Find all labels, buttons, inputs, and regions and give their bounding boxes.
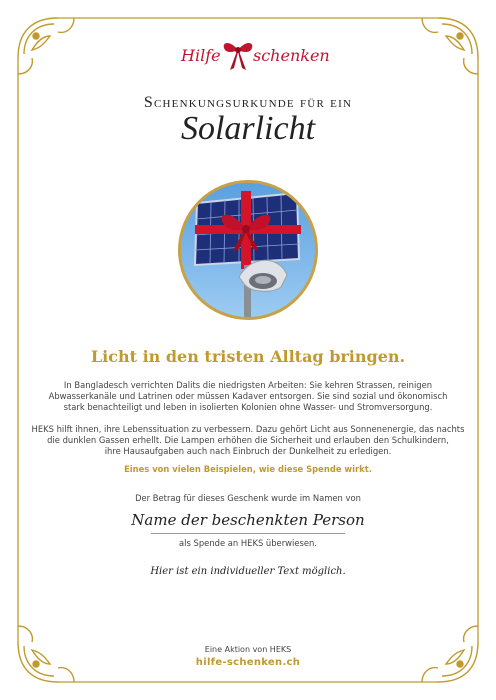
- footer-action: Eine Aktion von HEKS: [204, 645, 292, 654]
- logo-word-schenken: schenken: [253, 46, 330, 65]
- gift-bow-icon: [220, 38, 256, 72]
- paragraph-line: Abwasserkanäle und Latrinen oder müssen Kadaver entsorgen. Sie sind sozial und ökonomisch: [48, 391, 448, 401]
- logo-word-hilfe: Hilfe: [181, 46, 221, 65]
- recipient-name: Name der beschenkten Person: [131, 511, 365, 529]
- paragraph-line: ihre Hausaufgaben auch nach Einbruch der Dunkelheit zu erledigen.: [104, 446, 392, 456]
- gift-item-name: Solarlicht: [180, 110, 316, 147]
- corner-ornament-icon: [18, 626, 74, 682]
- example-note: Eines von vielen Beispielen, wie diese Spende wirkt.: [124, 464, 372, 474]
- custom-message: Hier ist ein individueller Text möglich.: [150, 566, 346, 577]
- paragraph-line: stark benachteiligt und leben in isolierten Kolonien ohne Wasser- und Stromversorgung.: [63, 402, 433, 412]
- solar-light-photo: [181, 183, 315, 317]
- logo: [0, 36, 496, 72]
- recipient-underline: [151, 533, 345, 534]
- paragraph-line: HEKS hilft ihnen, ihre Lebenssituation zu verbessern. Dazu gehört Licht aus Sonnenenergie, das nachts: [31, 424, 465, 434]
- gift-photo: [178, 180, 318, 320]
- paragraph-line: In Bangladesch verrichten Dalits die niedrigsten Arbeiten: Sie kehren Strassen, reinigen: [63, 380, 433, 390]
- donation-transfer: als Spende an HEKS überwiesen.: [179, 538, 317, 548]
- corner-ornament-icon: [422, 626, 478, 682]
- paragraph-help: [0, 424, 496, 457]
- headline: Licht in den tristen Alltag bringen.: [90, 347, 406, 366]
- paragraph-context: [0, 380, 496, 413]
- certificate-title: Schenkungsurkunde für ein: [143, 94, 353, 111]
- donation-intro: Der Betrag für dieses Geschenk wurde im Namen von: [135, 493, 361, 503]
- footer-website-link[interactable]: hilfe-schenken.ch: [195, 657, 301, 668]
- paragraph-line: die dunklen Gassen erhellt. Die Lampen erhöhen die Sicherheit und erlauben den Schulkindern,: [47, 435, 449, 445]
